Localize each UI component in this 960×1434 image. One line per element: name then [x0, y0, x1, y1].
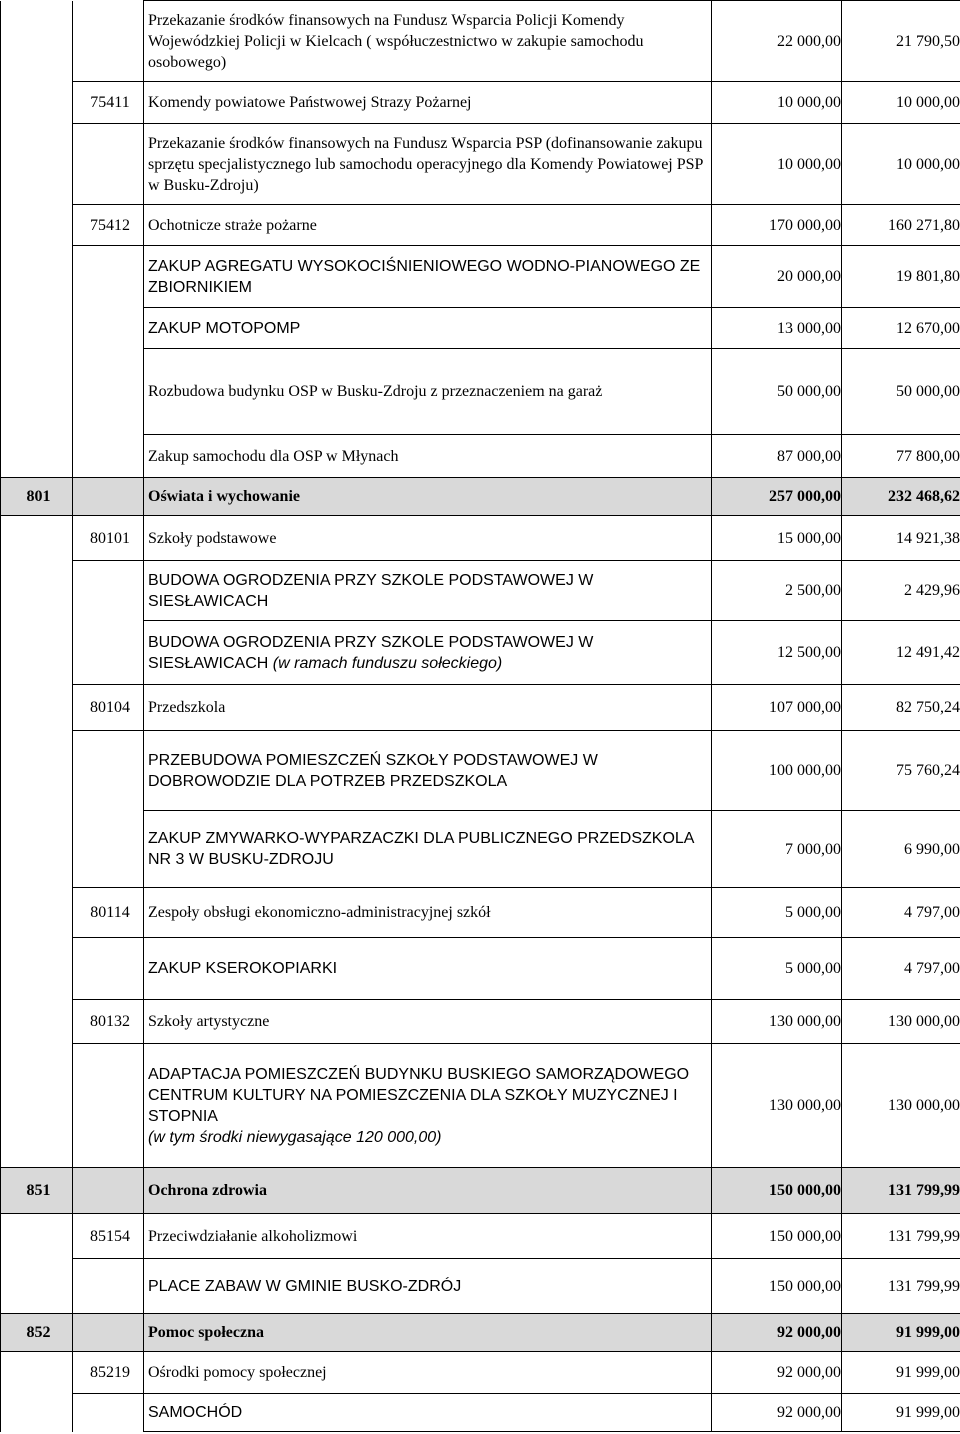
wykonanie-cell: 10 000,00: [842, 82, 960, 124]
rozdzial-code: 80132: [73, 1000, 144, 1044]
table-row: [1, 205, 960, 246]
plan-cell: 170 000,00: [712, 205, 842, 246]
rozdzial-cell: [73, 246, 144, 308]
plan-cell: 92 000,00: [712, 1352, 842, 1394]
description-cell: Zespoły obsługi ekonomiczno-administracyjnej szkół: [144, 888, 712, 938]
description-cell: Rozbudowa budynku OSP w Busku-Zdroju z przeznaczeniem na garaż: [144, 349, 712, 435]
rozdzial-code: 80101: [73, 516, 144, 561]
table-row: [1, 938, 960, 1000]
table-row: [1, 621, 960, 685]
dzial-cell: [1, 82, 73, 124]
rozdzial-cell: [73, 731, 144, 811]
rozdzial-code: 75411: [73, 82, 144, 124]
table-row: [1, 435, 960, 478]
dzial-cell: [1, 561, 73, 621]
table-row: [1, 731, 960, 811]
plan-cell: 10 000,00: [712, 82, 842, 124]
rozdzial-cell: [73, 1394, 144, 1432]
rozdzial-cell: [73, 1314, 144, 1352]
dzial-cell: [1, 308, 73, 349]
plan-cell: 20 000,00: [712, 246, 842, 308]
wykonanie-cell: 14 921,38: [842, 516, 960, 561]
wykonanie-cell: 91 999,00: [842, 1352, 960, 1394]
wykonanie-cell: 130 000,00: [842, 1000, 960, 1044]
dzial-cell: [1, 938, 73, 1000]
wykonanie-cell: 82 750,24: [842, 685, 960, 731]
plan-cell: 22 000,00: [712, 1, 842, 82]
rozdzial-cell: [73, 1259, 144, 1314]
description-cell: Przekazanie środków finansowych na Fundusz Wsparcia Policji Komendy Wojewódzkiej Policji w Kielcach ( współuczestnictwo w zakupie samochodu osobowego): [144, 1, 712, 82]
table-row: [1, 1259, 960, 1314]
plan-cell: 130 000,00: [712, 1044, 842, 1168]
plan-cell: 150 000,00: [712, 1214, 842, 1259]
description-cell: Ośrodki pomocy społecznej: [144, 1352, 712, 1394]
table-row: [1, 82, 960, 124]
table-row: [1, 888, 960, 938]
description-cell: Pomoc społeczna: [144, 1314, 712, 1352]
table-row: [1, 246, 960, 308]
description-cell: [144, 621, 712, 685]
plan-cell: 92 000,00: [712, 1394, 842, 1432]
rozdzial-code: 75412: [73, 205, 144, 246]
plan-cell: 10 000,00: [712, 124, 842, 205]
dzial-code: 801: [1, 478, 73, 516]
plan-cell: 150 000,00: [712, 1168, 842, 1214]
plan-cell: 87 000,00: [712, 435, 842, 478]
wykonanie-cell: 19 801,80: [842, 246, 960, 308]
plan-cell: 15 000,00: [712, 516, 842, 561]
rozdzial-code: 80114: [73, 888, 144, 938]
description-cell: Przedszkola: [144, 685, 712, 731]
dzial-cell: [1, 811, 73, 888]
description-cell: PLACE ZABAW W GMINIE BUSKO-ZDRÓJ: [144, 1259, 712, 1314]
plan-cell: 12 500,00: [712, 621, 842, 685]
description-cell: [144, 1044, 712, 1168]
wykonanie-cell: 50 000,00: [842, 349, 960, 435]
rozdzial-cell: [73, 349, 144, 435]
wykonanie-cell: 6 990,00: [842, 811, 960, 888]
plan-cell: 107 000,00: [712, 685, 842, 731]
rozdzial-cell: [73, 308, 144, 349]
dzial-cell: [1, 205, 73, 246]
table-row: [1, 1168, 960, 1214]
plan-cell: 100 000,00: [712, 731, 842, 811]
description-note: (w tym środki niewygasające 120 000,00): [148, 1128, 442, 1146]
rozdzial-cell: [73, 1044, 144, 1168]
dzial-cell: [1, 516, 73, 561]
description-text: ADAPTACJA POMIESZCZEŃ BUDYNKU BUSKIEGO SAMORZĄDOWEGO CENTRUM KULTURY NA POMIESZCZENIA DLA SZKOŁY MUZYCZNEJ I STOPNIA: [148, 1065, 690, 1125]
rozdzial-code: 80104: [73, 685, 144, 731]
wykonanie-cell: 12 670,00: [842, 308, 960, 349]
wykonanie-cell: 91 999,00: [842, 1314, 960, 1352]
dzial-cell: [1, 124, 73, 205]
dzial-code: 851: [1, 1168, 73, 1214]
description-cell: Przeciwdziałanie alkoholizmowi: [144, 1214, 712, 1259]
rozdzial-code: 85154: [73, 1214, 144, 1259]
rozdzial-cell: [73, 811, 144, 888]
dzial-cell: [1, 1394, 73, 1432]
rozdzial-cell: [73, 1168, 144, 1214]
wykonanie-cell: 91 999,00: [842, 1394, 960, 1432]
description-cell: ZAKUP KSEROKOPIARKI: [144, 938, 712, 1000]
rozdzial-cell: [73, 621, 144, 685]
dzial-cell: [1, 1044, 73, 1168]
rozdzial-cell: [73, 561, 144, 621]
table-row: [1, 811, 960, 888]
wykonanie-cell: 232 468,62: [842, 478, 960, 516]
table-row: [1, 349, 960, 435]
dzial-cell: [1, 1214, 73, 1259]
budget-table-body: [1, 1, 960, 1432]
description-text: BUDOWA OGRODZENIA PRZY SZKOLE PODSTAWOWEJ W SIESŁAWICACH: [148, 633, 594, 672]
table-row: [1, 1000, 960, 1044]
rozdzial-cell: [73, 938, 144, 1000]
wykonanie-cell: 160 271,80: [842, 205, 960, 246]
description-cell: ZAKUP MOTOPOMP: [144, 308, 712, 349]
plan-cell: 150 000,00: [712, 1259, 842, 1314]
description-cell: Zakup samochodu dla OSP w Młynach: [144, 435, 712, 478]
wykonanie-cell: 21 790,50: [842, 1, 960, 82]
description-cell: Przekazanie środków finansowych na Fundusz Wsparcia PSP (dofinansowanie zakupu sprzętu specjalistycznego lub samochodu operacyjnego dla Komendy Powiatowej PSP w Busku-Zdroju): [144, 124, 712, 205]
table-row: [1, 1044, 960, 1168]
description-cell: SAMOCHÓD: [144, 1394, 712, 1432]
wykonanie-cell: 10 000,00: [842, 124, 960, 205]
plan-cell: 257 000,00: [712, 478, 842, 516]
dzial-cell: [1, 621, 73, 685]
table-row: [1, 516, 960, 561]
description-cell: Oświata i wychowanie: [144, 478, 712, 516]
rozdzial-cell: [73, 435, 144, 478]
description-cell: ZAKUP ZMYWARKO-WYPARZACZKI DLA PUBLICZNEGO PRZEDSZKOLA NR 3 W BUSKU-ZDROJU: [144, 811, 712, 888]
dzial-cell: [1, 888, 73, 938]
wykonanie-cell: 4 797,00: [842, 888, 960, 938]
wykonanie-cell: 2 429,96: [842, 561, 960, 621]
table-row: [1, 685, 960, 731]
description-cell: Szkoły podstawowe: [144, 516, 712, 561]
wykonanie-cell: 77 800,00: [842, 435, 960, 478]
wykonanie-cell: 75 760,24: [842, 731, 960, 811]
wykonanie-cell: 131 799,99: [842, 1168, 960, 1214]
plan-cell: 50 000,00: [712, 349, 842, 435]
dzial-cell: [1, 1, 73, 82]
rozdzial-cell: [73, 1, 144, 82]
rozdzial-code: 85219: [73, 1352, 144, 1394]
description-cell: BUDOWA OGRODZENIA PRZY SZKOLE PODSTAWOWEJ W SIESŁAWICACH: [144, 561, 712, 621]
description-note: (w ramach funduszu sołeckiego): [272, 654, 503, 672]
dzial-cell: [1, 731, 73, 811]
table-row: [1, 1214, 960, 1259]
plan-cell: 13 000,00: [712, 308, 842, 349]
plan-cell: 7 000,00: [712, 811, 842, 888]
wykonanie-cell: 130 000,00: [842, 1044, 960, 1168]
description-cell: Ochotnicze straże pożarne: [144, 205, 712, 246]
table-row: [1, 124, 960, 205]
wykonanie-cell: 12 491,42: [842, 621, 960, 685]
description-cell: Ochrona zdrowia: [144, 1168, 712, 1214]
dzial-cell: [1, 349, 73, 435]
dzial-cell: [1, 1259, 73, 1314]
wykonanie-cell: 4 797,00: [842, 938, 960, 1000]
rozdzial-cell: [73, 124, 144, 205]
table-row: [1, 1352, 960, 1394]
dzial-cell: [1, 685, 73, 731]
table-row: [1, 308, 960, 349]
table-row: [1, 1314, 960, 1352]
description-cell: PRZEBUDOWA POMIESZCZEŃ SZKOŁY PODSTAWOWEJ W DOBROWODZIE DLA POTRZEB PRZEDSZKOLA: [144, 731, 712, 811]
dzial-cell: [1, 435, 73, 478]
plan-cell: 2 500,00: [712, 561, 842, 621]
table-row: [1, 1394, 960, 1432]
rozdzial-cell: [73, 478, 144, 516]
description-cell: Szkoły artystyczne: [144, 1000, 712, 1044]
plan-cell: 5 000,00: [712, 938, 842, 1000]
plan-cell: 92 000,00: [712, 1314, 842, 1352]
plan-cell: 130 000,00: [712, 1000, 842, 1044]
dzial-cell: [1, 1352, 73, 1394]
wykonanie-cell: 131 799,99: [842, 1259, 960, 1314]
table-row: [1, 1, 960, 82]
table-row: [1, 478, 960, 516]
dzial-cell: [1, 1000, 73, 1044]
dzial-code: 852: [1, 1314, 73, 1352]
wykonanie-cell: 131 799,99: [842, 1214, 960, 1259]
description-cell: Komendy powiatowe Państwowej Strazy Pożarnej: [144, 82, 712, 124]
description-cell: ZAKUP AGREGATU WYSOKOCIŚNIENIOWEGO WODNO-PIANOWEGO ZE ZBIORNIKIEM: [144, 246, 712, 308]
dzial-cell: [1, 246, 73, 308]
plan-cell: 5 000,00: [712, 888, 842, 938]
table-row: [1, 561, 960, 621]
